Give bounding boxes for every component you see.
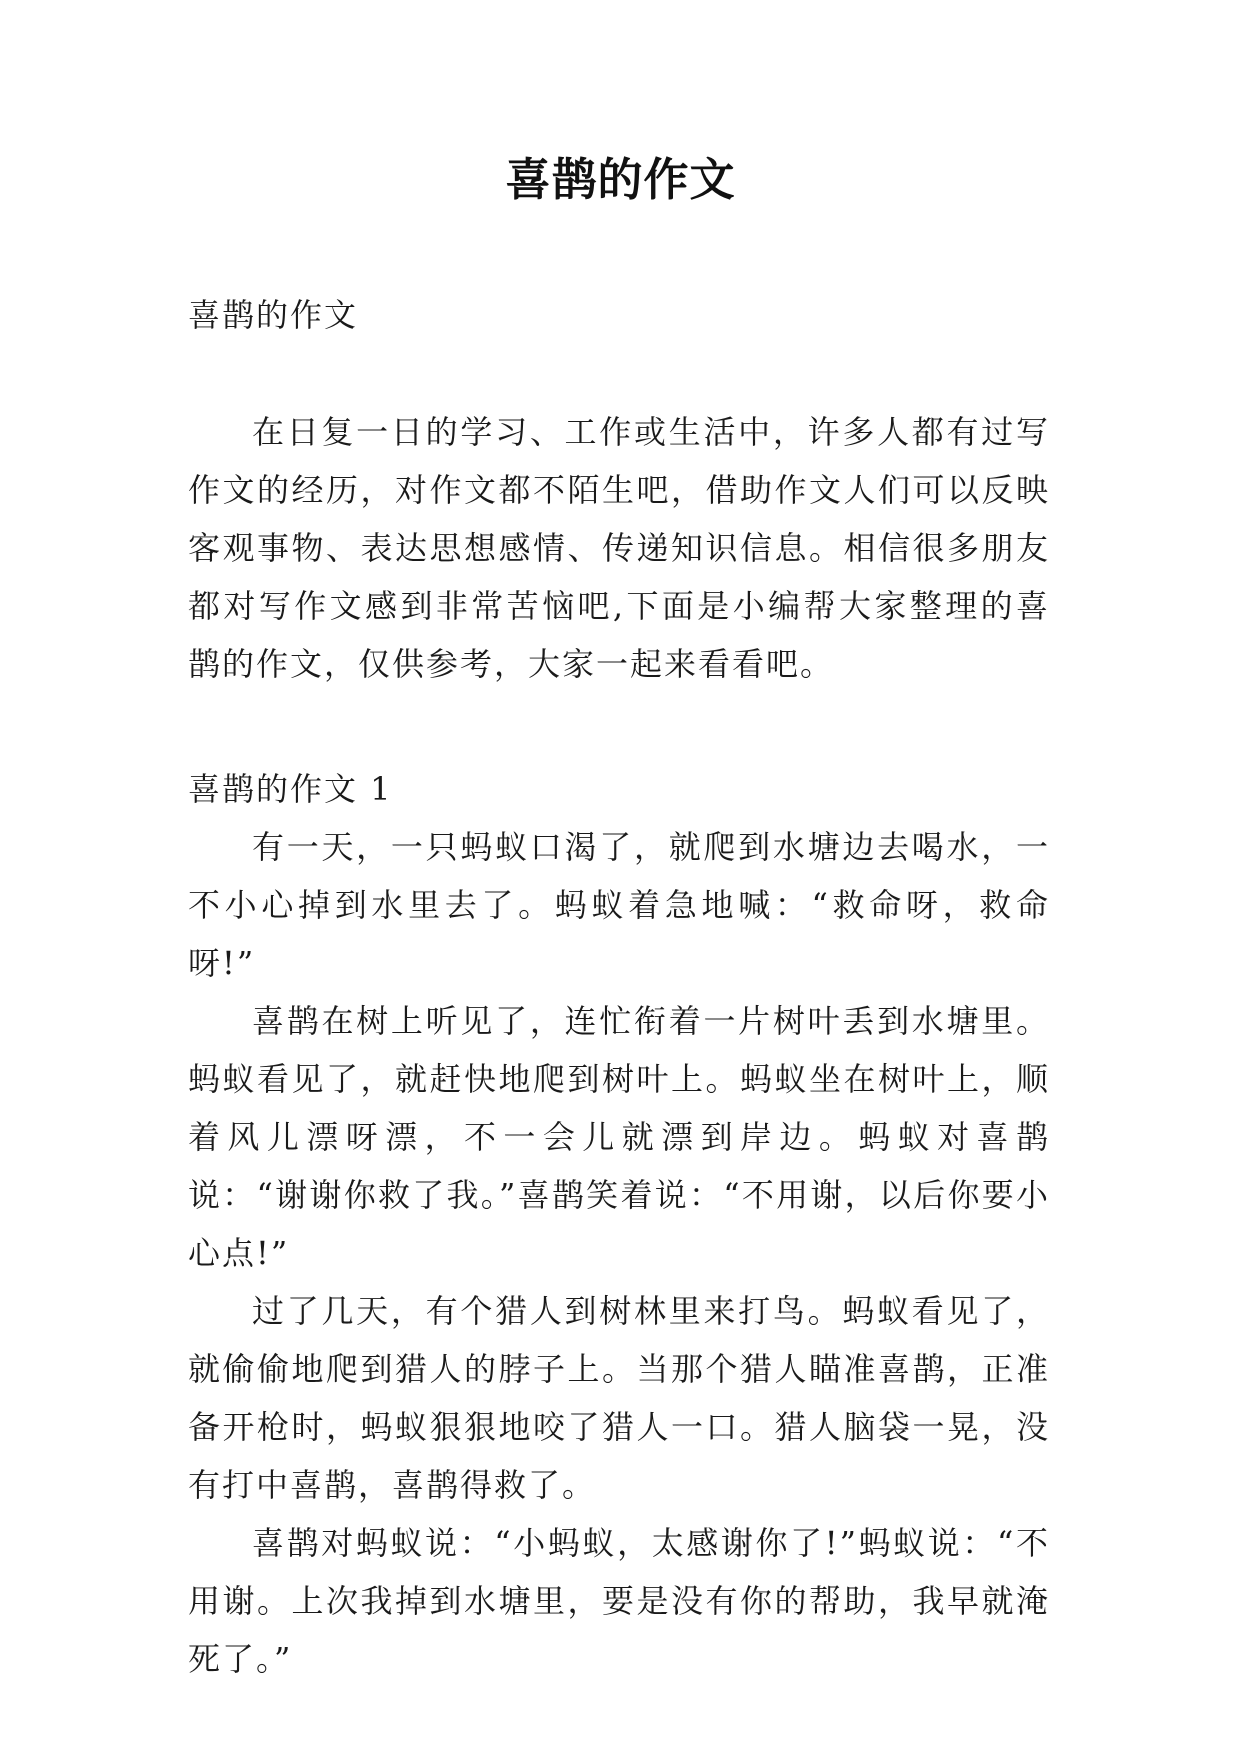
story-paragraph: 喜鹊对蚂蚁说：“小蚂蚁，太感谢你了!”蚂蚁说：“不用谢。上次我掉到水塘里，要是没有你的帮助，我早就淹死了。” [188, 1524, 1050, 1678]
story-paragraph: 过了几天，有个猎人到树林里来打鸟。蚂蚁看见了，就偷偷地爬到猎人的脖子上。当那个猎人瞄准喜鹊，正准备开枪时，蚂蚁狠狠地咬了猎人一口。猎人脑袋一晃，没有打中喜鹊，喜鹊得救了。 [188, 1292, 1050, 1504]
document-subtitle: 喜鹊的作文 [188, 296, 359, 334]
document-title: 喜鹊的作文 [505, 153, 736, 206]
intro-paragraph: 在日复一日的学习、工作或生活中，许多人都有过写作文的经历，对作文都不陌生吧，借助作文人们可以反映客观事物、表达思想感情、传递知识信息。相信很多朋友都对写作文感到非常苦恼吧,下面是小编帮大家整理的喜鹊的作文，仅供参考，大家一起来看看吧。 [188, 413, 1050, 683]
section-heading: 喜鹊的作文 1 [188, 770, 393, 808]
story-paragraph: 有一天，一只蚂蚁口渴了，就爬到水塘边去喝水，一不小心掉到水里去了。蚂蚁着急地喊：“救命呀，救命呀!” [188, 828, 1050, 982]
story-paragraph: 喜鹊在树上听见了，连忙衔着一片树叶丢到水塘里。蚂蚁看见了，就赶快地爬到树叶上。蚂蚁坐在树叶上，顺着风儿漂呀漂，不一会儿就漂到岸边。蚂蚁对喜鹊说：“谢谢你救了我。”喜鹊笑着说：“不用谢，以后你要小心点!” [188, 1002, 1050, 1272]
story-body [188, 818, 1050, 1688]
